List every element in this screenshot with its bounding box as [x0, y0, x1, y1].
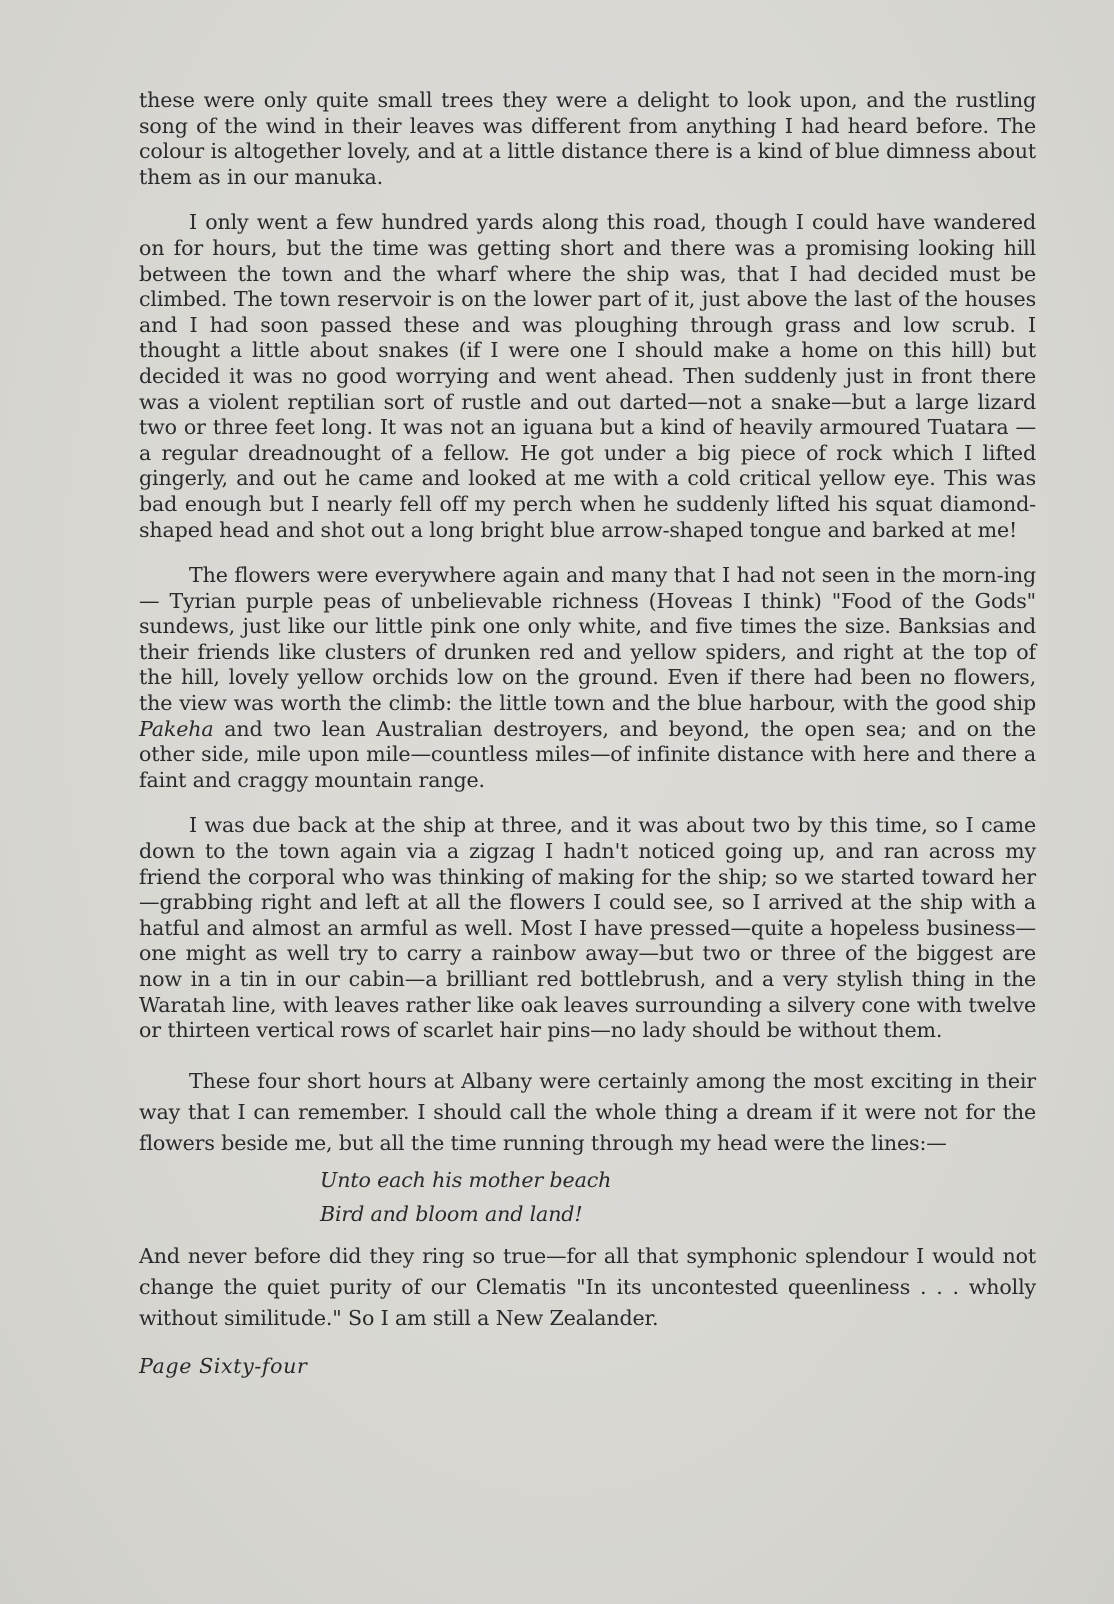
page-text	[139, 88, 1036, 1379]
verse-line-1: Unto each his mother beach	[320, 1167, 612, 1192]
paragraph-4	[139, 813, 1036, 1043]
paragraph-5-text: These four short hours at Albany were certainly among the most exciting in their way that I can remember. I should call the whole thing a dream if it were not for the flowers beside me, but all the time running through my head were the lines:—	[139, 1068, 1036, 1155]
paragraph-1-text: these were only quite small trees they were a delight to look upon, and the rustling song of the wind in their leaves was different from anything I had heard before. The colour is altogether lovely, and at a little distance there is a kind of blue dimness about them as in our manuka.	[139, 88, 1036, 189]
page-number: Page Sixty-four	[139, 1353, 308, 1378]
ship-name: Pakeha	[139, 716, 214, 741]
paragraph-3	[139, 563, 1036, 793]
paragraph-1	[139, 88, 1036, 190]
paragraph-2-text: I only went a few hundred yards along this road, though I could have wandered on for hours, but the time was getting short and there was a promising looking hill between the town and the wharf where the ship was, that I had decided must be climbed. The town reservoir is on the lower part of it, just above the last of the houses and I had soon passed these and was ploughing through grass and low scrub. I thought a little about snakes (if I were one I should make a home on this hill) but decided it was no good worrying and went ahead. Then suddenly just in front there was a violent reptilian sort of rustle and out darted—not a snake—but a large lizard two or three feet long. It was not an iguana but a kind of heavily armoured Tuatara —a regular dreadnought of a fellow. He got under a big piece of rock which I lifted gingerly, and out he came and looked at me with a cold critical yellow eye. This was bad enough but I nearly fell off my perch when he suddenly lifted his squat diamond-shaped head and shot out a long bright blue arrow-shaped tongue and barked at me!	[139, 210, 1036, 542]
paragraph-2	[139, 210, 1036, 543]
verse-quote	[320, 1163, 1036, 1231]
paragraph-4-text: I was due back at the ship at three, and it was about two by this time, so I came down to the town again via a zigzag I hadn't noticed going up, and ran across my friend the corporal who was thinking of making for the ship; so we started toward her—grabbing right and left at all the flowers I could see, so I arrived at the ship with a hatful and almost an armful as well. Most I have pressed—quite a hopeless business—one might as well try to carry a rainbow away—but two or three of the biggest are now in a tin in our cabin—a brilliant red bottlebrush, and a very stylish thing in the Waratah line, with leaves rather like oak leaves surrounding a silvery cone with twelve or thirteen vertical rows of scarlet hair pins—no lady should be without them.	[139, 813, 1036, 1043]
paragraph-5	[139, 1066, 1036, 1159]
verse-line-2: Bird and bloom and land!	[320, 1201, 583, 1226]
paragraph-3-text-b: and two lean Australian destroyers, and beyond, the open sea; and on the other side, mile upon mile—countless miles—of infinite distance with here and there a faint and craggy mountain range.	[139, 716, 1036, 792]
closing-text: And never before did they ring so true—for all that symphonic splendour I would not change the quiet purity of our Clematis "In its uncontested queenliness . . . wholly without similitude." So I am still a New Zealander.	[139, 1243, 1036, 1330]
paragraph-3-text-a: The flowers were everywhere again and many that I had not seen in the morn-ing— Tyrian purple peas of unbelievable richness (Hoveas I think) "Food of the Gods" sundews, just like our little pink one only white, and five times the size. Banksias and their friends like clusters of drunken red and yellow spiders, and right at the top of the hill, lovely yellow orchids low on the ground. Even if there had been no flowers, the view was worth the climb: the little town and the blue harbour, with the good ship	[139, 563, 1036, 716]
closing-paragraph	[139, 1241, 1036, 1334]
